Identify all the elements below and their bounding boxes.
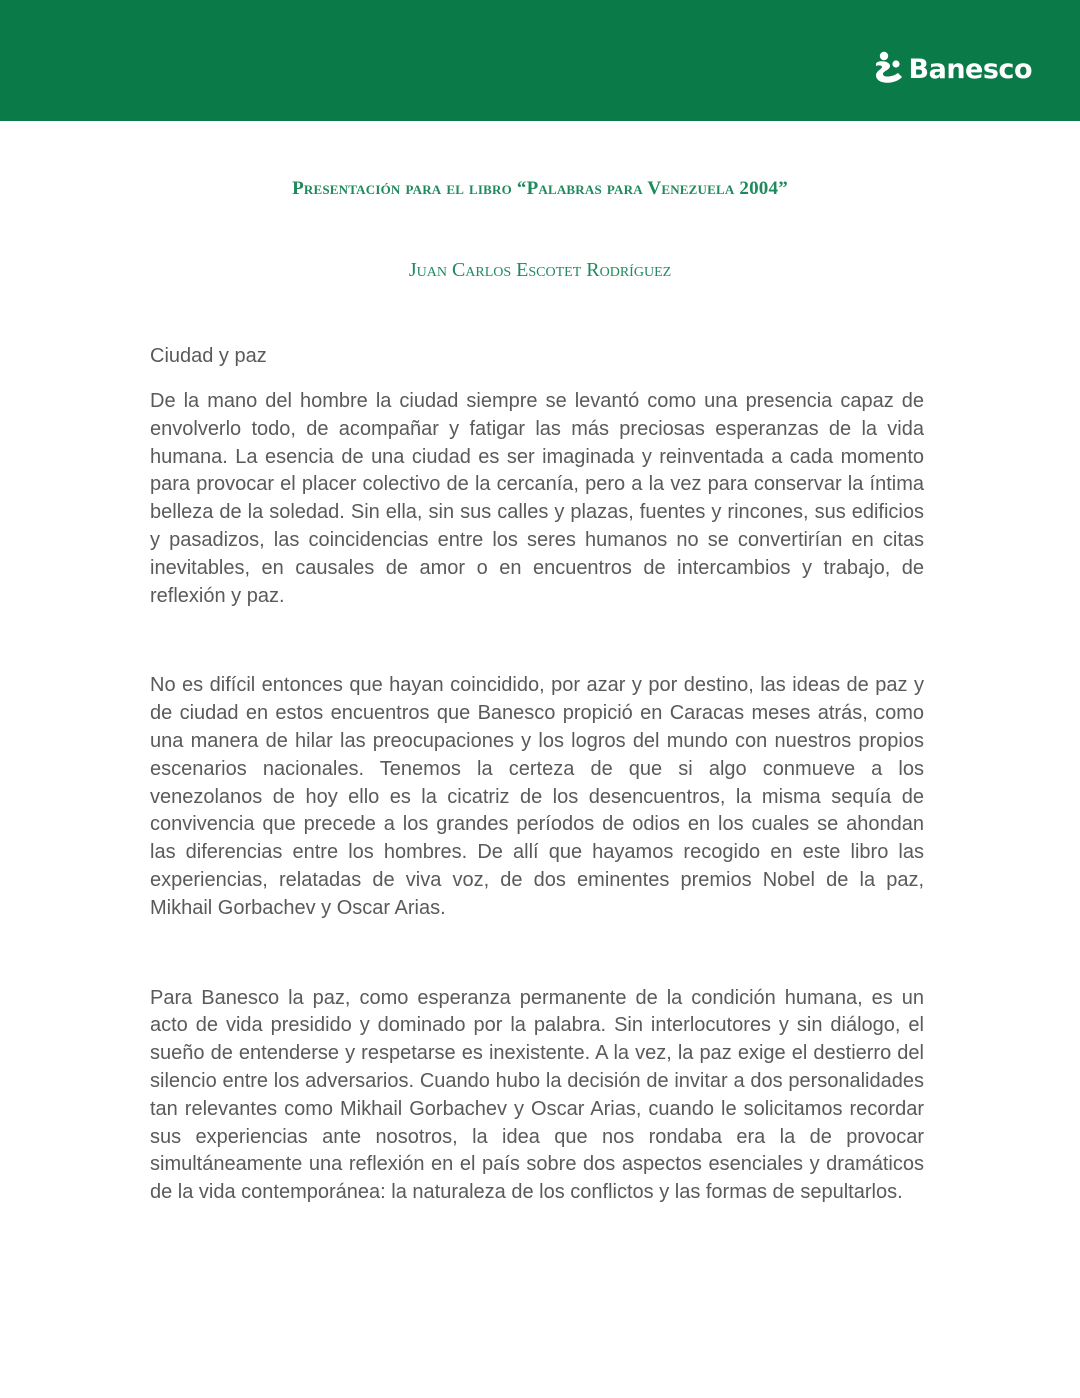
paragraph-3: Para Banesco la paz, como esperanza permanente de la condición humana, es un acto de vida presidido y dominado por la palabra. Sin interlocutores y sin diálogo, el sueño de entenderse y respetarse es inexistente. A la vez, la paz exige el destierro del silencio entre los adversarios. Cuando hubo la decisión de invitar a dos personalidades tan relevantes como Mikhail Gorbachev y Oscar Arias, cuando le solicitamos recordar sus experiencias ante nosotros, la idea que nos rondaba era la de provocar simultáneamente una reflexión en el país sobre dos aspectos esenciales y dramáticos de la vida contemporánea: la naturaleza de los conflictos y las formas de sepultarlos. [150, 986, 924, 1204]
section-heading: Ciudad y paz [150, 345, 267, 367]
banesco-logo [873, 50, 1032, 88]
header-band [0, 0, 1080, 121]
paragraph-2: No es difícil entonces que hayan coincidido, por azar y por destino, las ideas de paz y de ciudad en estos encuentros que Banesco propició en Caracas meses atrás, como una manera de hilar las preocupaciones y los logros del mundo con nuestros propios escenarios nacionales. Tenemos la certeza de que si algo conmueve a los venezolanos de hoy ello es la cicatriz de los desencuentros, la misma sequía de convivencia que precede a los grandes períodos de odios en los cuales se ahondan las diferencias entre los hombres. De allí que hayamos recogido en este libro las experiencias, relatadas de viva voz, de dos eminentes premios Nobel de la paz, Mikhail Gorbachev y Oscar Arias. [150, 674, 924, 919]
document-author: Juan Carlos Escotet Rodríguez [408, 259, 672, 281]
logo-text: Banesco [908, 53, 1032, 85]
banesco-people-icon [873, 50, 907, 88]
document-body [150, 342, 924, 1207]
paragraph-1: De la mano del hombre la ciudad siempre se levantó como una presencia capaz de envolverlo todo, de acompañar y fatigar las más preciosas esperanzas de la vida humana. La esencia de una ciudad es ser imaginada y reinventada a cada momento para provocar el placer colectivo de la cercanía, pero a la vez para conservar la íntima belleza de la soledad. Sin ella, sin sus calles y plazas, fuentes y rincones, sus edificios y pasadizos, las coincidencias entre los seres humanos no se convertirían en citas inevitables, en causales de amor o en encuentros de intercambios y trabajo, de reflexión y paz. [150, 390, 924, 607]
document-title: Presentación para el libro “Palabras para Venezuela 2004” [292, 178, 788, 199]
